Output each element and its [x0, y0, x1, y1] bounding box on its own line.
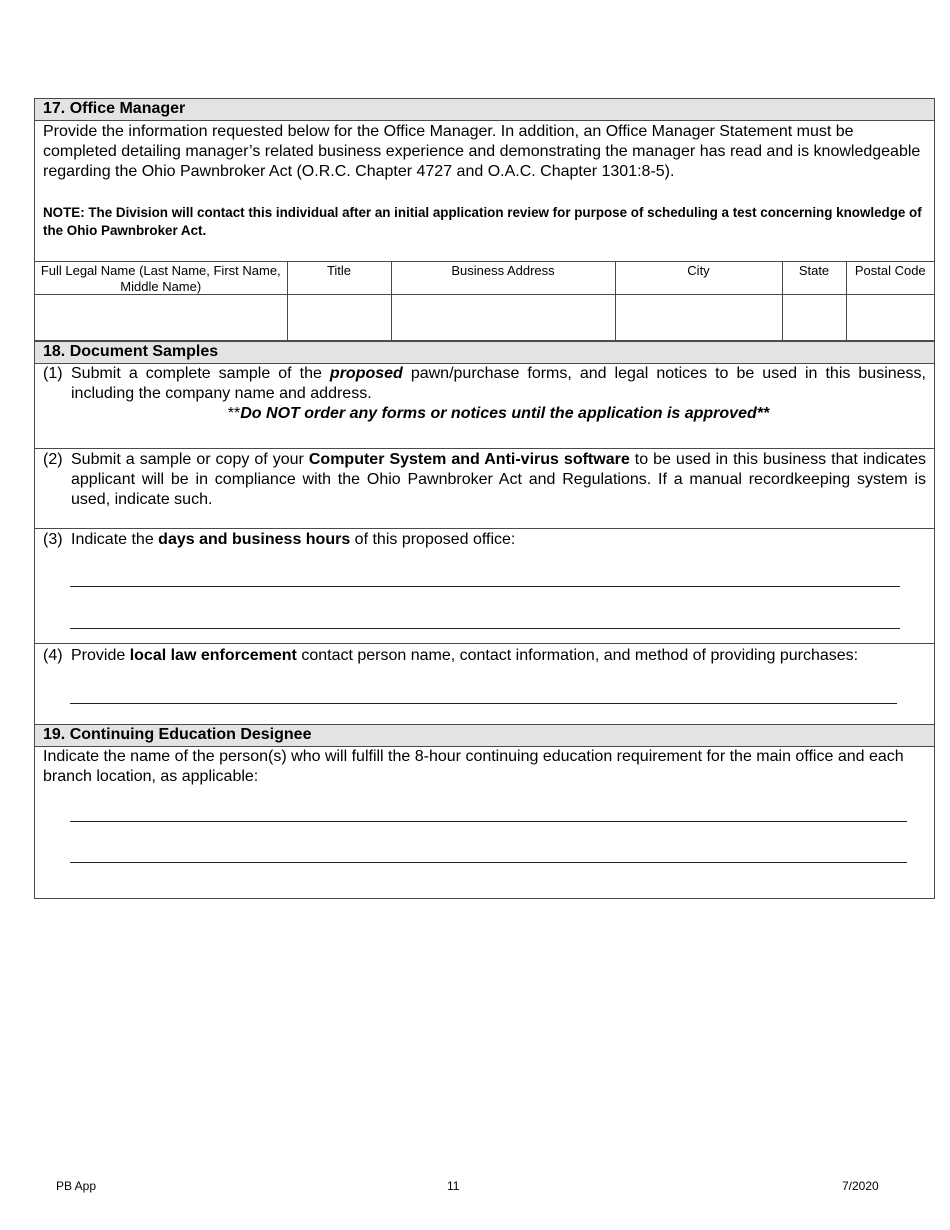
item-1-warning — [71, 404, 926, 424]
section-17-heading: 17. Office Manager — [35, 99, 934, 121]
education-designee-line-1[interactable] — [70, 821, 907, 822]
item-3-emphasis: days and business hours — [158, 531, 351, 548]
business-hours-line-1[interactable] — [70, 586, 900, 587]
business-address-field[interactable] — [391, 295, 615, 341]
item-2-text-end: to be used in this business that indicates applicant will be in compliance with the Ohio Pawnbroker Act and Regulations. If a manual recordkeeping system is used, indicate such. — [71, 451, 927, 508]
application-form-frame — [34, 98, 935, 899]
item-2-emphasis: Computer System and Anti-virus software — [308, 451, 630, 468]
divider — [35, 643, 934, 644]
office-manager-header-row — [35, 262, 934, 295]
document-sample-item-2 — [35, 450, 934, 510]
item-4-emphasis: local law enforcement — [129, 647, 297, 664]
item-3-text-end: of this proposed office: — [350, 531, 516, 548]
document-sample-item-1 — [35, 364, 934, 424]
col-business-address: Business Address — [391, 262, 615, 295]
item-2-text-start: Submit a sample or copy of your — [71, 451, 309, 468]
col-postal-code: Postal Code — [846, 262, 934, 295]
law-enforcement-contact-line[interactable] — [70, 703, 897, 704]
col-title: Title — [287, 262, 391, 295]
full-legal-name-field[interactable] — [35, 295, 287, 341]
business-hours-line-2[interactable] — [70, 628, 900, 629]
section-17-intro: Provide the information requested below for the Office Manager. In addition, an Office Manager Statement must be completed detailing manager’s related business experience and demonstrating the manager has read and is knowledgeable regarding the Ohio Pawnbroker Act (O.R.C. Chapter 4727 and O.A.C. Chapter 1301:8-5). — [43, 123, 921, 180]
state-field[interactable] — [782, 295, 846, 341]
col-state: State — [782, 262, 846, 295]
col-city: City — [615, 262, 782, 295]
education-designee-line-2[interactable] — [70, 862, 907, 863]
divider — [35, 528, 934, 529]
divider — [35, 448, 934, 449]
office-manager-table — [35, 261, 934, 341]
footer-page-number: 11 — [447, 1179, 460, 1193]
city-field[interactable] — [615, 295, 782, 341]
section-19-heading: 19. Continuing Education Designee — [35, 724, 934, 747]
section-18-heading: 18. Document Samples — [35, 341, 934, 364]
item-1-emphasis: proposed — [329, 365, 403, 382]
item-1-number: (1) — [43, 365, 63, 382]
footer-form-name: PB App — [56, 1179, 97, 1193]
item-3-number: (3) — [43, 531, 63, 548]
col-full-legal-name: Full Legal Name (Last Name, First Name, Middle Name) — [35, 262, 287, 295]
office-manager-entry-row — [35, 295, 934, 341]
item-4-text-end: contact person name, contact information, and method of providing purchases: — [296, 647, 859, 664]
item-1-text-end: pawn/purchase forms, and legal notices to be used in this business, including the company name and address. — [71, 365, 926, 402]
item-1-warning-prefix: ** — [227, 405, 241, 422]
section-17-note: NOTE: The Division will contact this individual after an initial application review for purpose of scheduling a test concerning knowledge of the Ohio Pawnbroker Act. — [43, 205, 922, 238]
section-19-text: Indicate the name of the person(s) who will fulfill the 8-hour continuing education requirement for the main office and each branch location, as applicable: — [43, 748, 904, 785]
item-2-number: (2) — [43, 451, 63, 468]
document-sample-item-4 — [35, 646, 934, 666]
document-sample-item-3 — [35, 530, 934, 550]
postal-code-field[interactable] — [846, 295, 934, 341]
item-1-warning-text: Do NOT order any forms or notices until the application is approved** — [240, 405, 770, 422]
item-4-number: (4) — [43, 647, 63, 664]
item-3-text-start: Indicate the — [71, 531, 159, 548]
item-1-text-start: Submit a complete sample of the — [71, 365, 330, 382]
item-4-text-start: Provide — [71, 647, 130, 664]
title-field[interactable] — [287, 295, 391, 341]
footer-revision-date: 7/2020 — [842, 1179, 879, 1193]
